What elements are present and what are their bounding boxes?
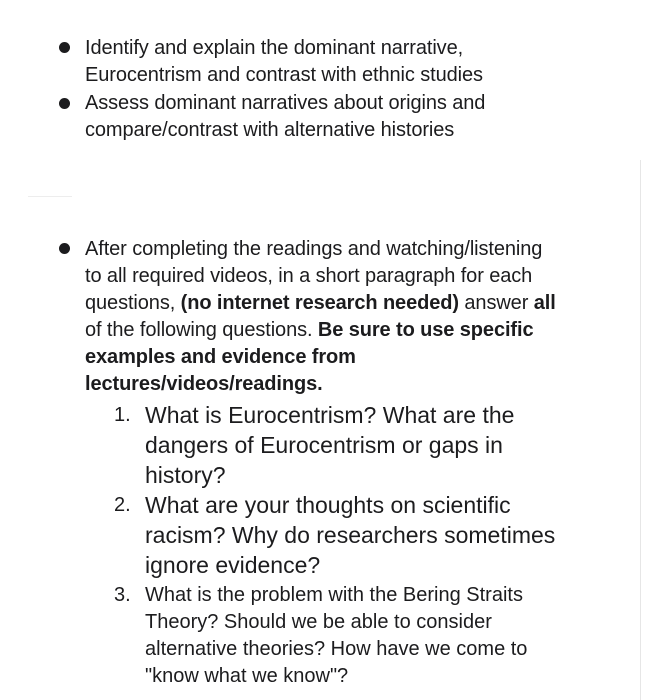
page-edge-divider (640, 160, 641, 700)
instructions-line-2: to all required videos, in a short paragraph for each (85, 265, 533, 287)
question-1-line-2: dangers of Eurocentrism or gaps in (145, 432, 503, 458)
objective-2-line-1: Assess dominant narratives about origins and (85, 92, 486, 114)
objective-item-2 (85, 90, 485, 144)
instructions-paragraph (85, 236, 556, 398)
bullet-dot (59, 42, 70, 53)
instructions-line-1: After completing the readings and watching/listening (85, 238, 543, 260)
instructions-line-5: examples and evidence from (85, 346, 356, 368)
objective-2-line-2: compare/contrast with alternative histories (85, 119, 455, 141)
instructions-line-4 (85, 317, 556, 344)
question-number: 1. (114, 404, 131, 426)
question-3-line-4: "know what we know"? (145, 665, 349, 687)
instructions-emphasis: Be sure to use specific (317, 319, 534, 341)
question-item-2 (104, 490, 624, 580)
objective-item-1 (85, 35, 483, 89)
question-list (104, 400, 624, 690)
question-2-line-3: ignore evidence? (145, 552, 321, 578)
question-number: 3. (114, 584, 131, 606)
question-2-line-1: What are your thoughts on scientific (145, 492, 511, 518)
faint-mark (28, 196, 72, 197)
objective-1-line-1: Identify and explain the dominant narrative, (85, 37, 464, 59)
instructions-text: of the following questions. (85, 319, 318, 341)
question-3-line-1: What is the problem with the Bering Straits (145, 584, 523, 606)
instructions-emphasis: all (533, 292, 556, 314)
instructions-text: questions, (85, 292, 181, 314)
question-3-line-2: Theory? Should we be able to consider (145, 611, 492, 633)
bullet-dot (59, 243, 70, 254)
question-2-line-2: racism? Why do researchers sometimes (145, 522, 556, 548)
objective-1-line-2: Eurocentrism and contrast with ethnic studies (85, 64, 483, 86)
bullet-dot (59, 98, 70, 109)
instructions-line-3 (85, 290, 556, 317)
question-item-3 (104, 582, 624, 690)
question-1-line-3: history? (145, 462, 226, 488)
instructions-text: answer (458, 292, 534, 314)
instructions-line-6: lectures/videos/readings. (85, 373, 323, 395)
question-1-line-1: What is Eurocentrism? What are the (145, 402, 515, 428)
question-item-1 (104, 400, 624, 490)
instructions-emphasis: (no internet research needed) (180, 292, 459, 314)
question-number: 2. (114, 494, 131, 516)
question-3-line-3: alternative theories? How have we come to (145, 638, 528, 660)
